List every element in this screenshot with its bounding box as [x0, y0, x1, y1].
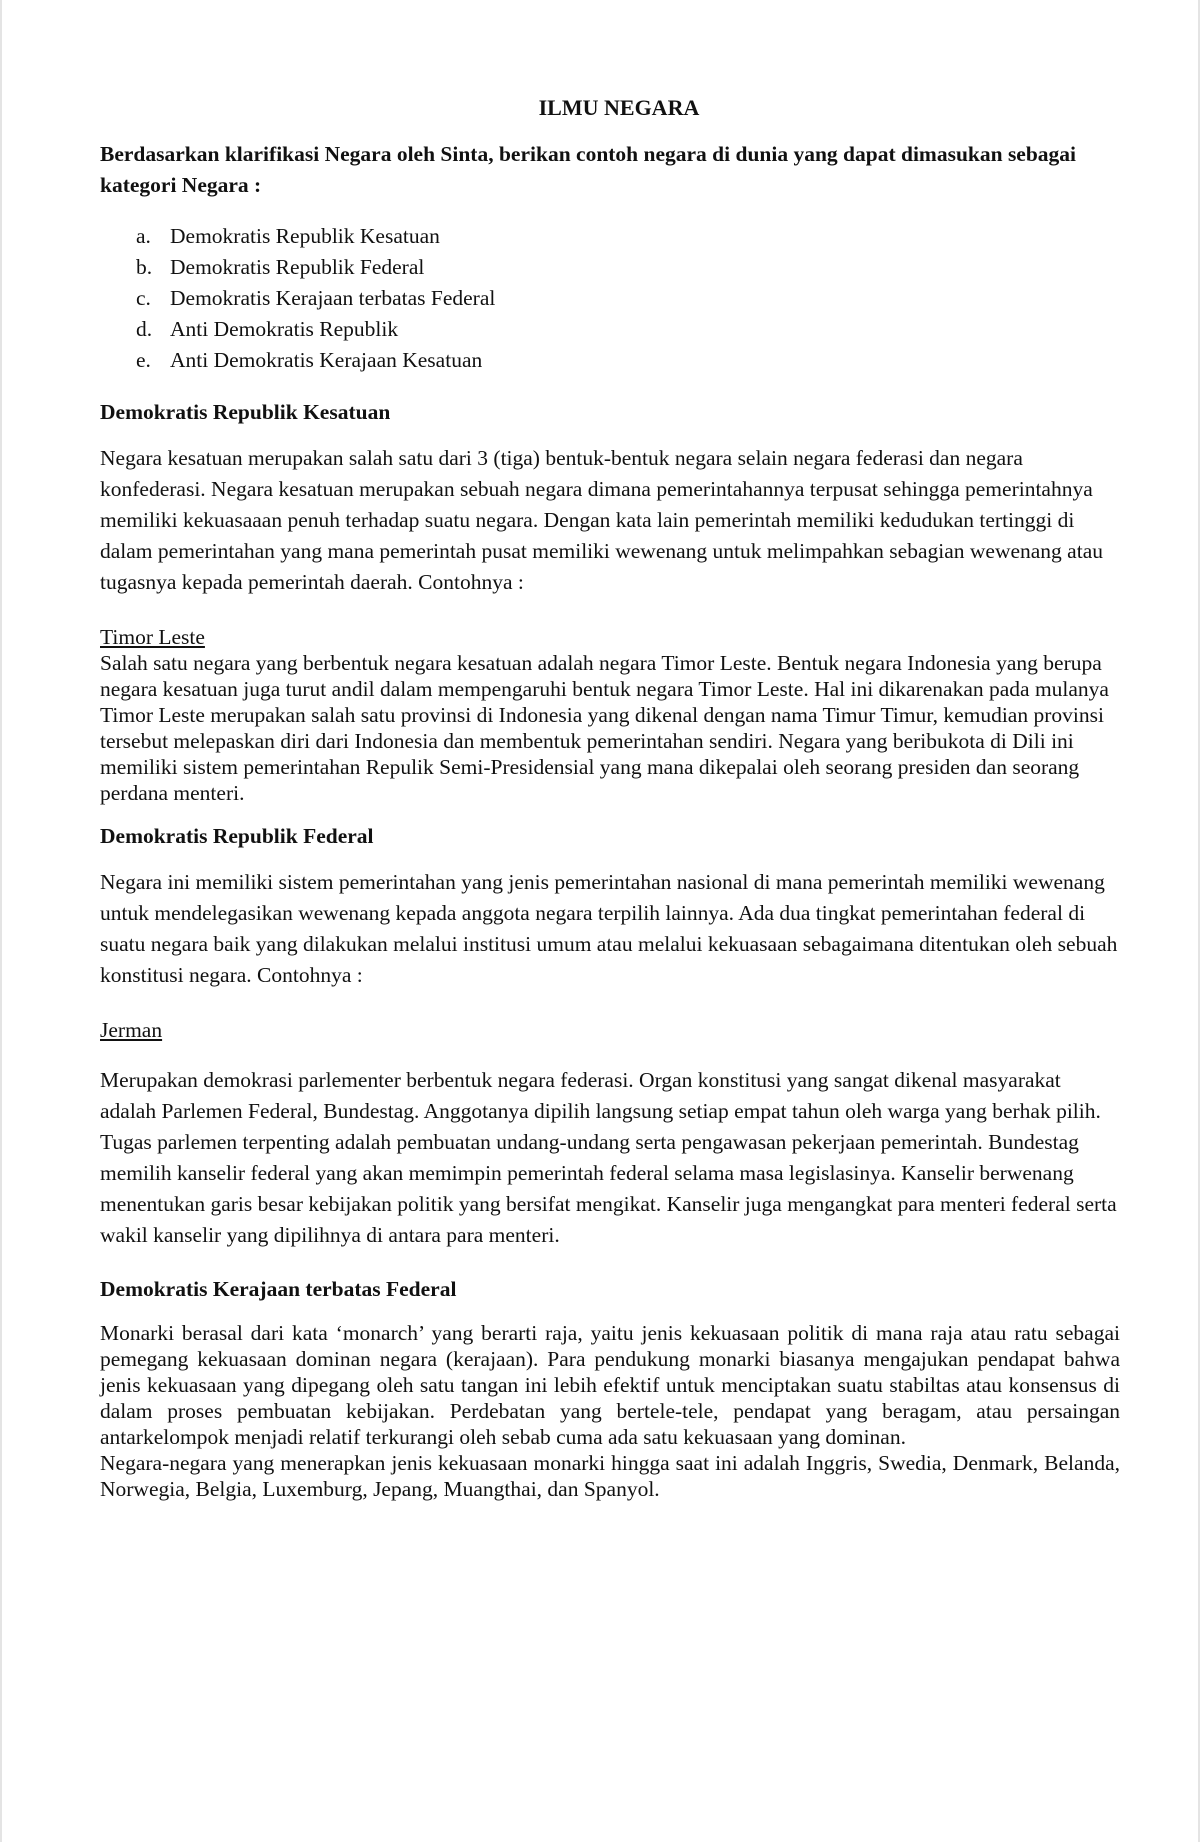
list-item-letter: e. — [136, 348, 151, 372]
list-item — [136, 345, 1120, 376]
example-text: Salah satu negara yang berbentuk negara kesatuan adalah negara Timor Leste. Bentuk negara Indonesia yang berupa negara kesatuan juga turut andil dalam mempengaruhi bentuk negara Timor Leste. Hal ini dikarenakan pada mulanya Timor Leste merupakan salah satu provinsi di Indonesia yang dikenal dengan nama Timur Timur, kemudian provinsi tersebut melepaskan diri dari Indonesia dan membentuk pemerintahan sendiri. Negara yang beribukota di Dili ini memiliki sistem pemerintahan Repulik Semi-Presidensial yang mana dikepalai oleh seorang presiden dan seorang perdana menteri. — [100, 651, 1109, 805]
category-list — [100, 221, 1120, 376]
section-paragraph: Monarki berasal dari kata ‘monarch’ yang berarti raja, yaitu jenis kekuasaan politik di mana raja atau ratu sebagai pemegang kekuasaan dominan negara (kerajaan). Para pendukung monarki biasanya mengajukan pendapat bahwa jenis kekuasaan yang dipegang oleh satu tangan ini lebih efektif untuk menciptakan suatu stabiltas atau konsensus di dalam proses pembuatan kebijakan. Perdebatan yang bertele-tele, pendapat yang beragam, atau persaingan antarkelompok menjadi relatif terkurangi oleh sebab cuma ada satu kekuasaan yang dominan. — [100, 1321, 1120, 1449]
document-content — [100, 95, 1120, 1520]
section-heading-kerajaan-terbatas-federal: Demokratis Kerajaan terbatas Federal — [100, 1277, 457, 1301]
list-item-letter: b. — [136, 255, 153, 279]
list-item — [136, 221, 1120, 252]
section-paragraph: Negara-negara yang menerapkan jenis kekuasaan monarki hingga saat ini adalah Inggris, Swedia, Denmark, Belanda, Norwegia, Belgia, Luxemburg, Jepang, Muangthai, dan Spanyol. — [100, 1451, 1120, 1501]
list-item — [136, 252, 1120, 283]
list-item-text: Anti Demokratis Kerajaan Kesatuan — [170, 348, 483, 372]
section-heading-republik-kesatuan: Demokratis Republik Kesatuan — [100, 400, 391, 424]
list-item-letter: d. — [136, 317, 153, 341]
section-paragraph: Negara kesatuan merupakan salah satu dari 3 (tiga) bentuk-bentuk negara selain negara federasi dan negara konfederasi. Negara kesatuan merupakan sebuah negara dimana pemerintahannya terpusat sehingga pemerintahnya memiliki kekuasaaan penuh terhadap suatu negara. Dengan kata lain pemerintah memiliki kedudukan tertinggi di dalam pemerintahan yang mana pemerintah pusat memiliki wewenang untuk melimpahkan sebagian wewenang atau tugasnya kepada pemerintah daerah. Contohnya : — [100, 446, 1103, 594]
list-item-text: Demokratis Republik Federal — [170, 255, 425, 279]
list-item-letter: a. — [136, 224, 151, 248]
section-paragraph: Negara ini memiliki sistem pemerintahan yang jenis pemerintahan nasional di mana pemerintah memiliki wewenang untuk mendelegasikan wewenang kepada anggota negara terpilih lainnya. Ada dua tingkat pemerintahan federal di suatu negara baik yang dilakukan melalui institusi umum atau melalui kekuasaan sebagaimana ditentukan oleh sebuah konstitusi negara. Contohnya : — [100, 870, 1118, 987]
list-item — [136, 283, 1120, 314]
example-label-timor-leste: Timor Leste — [100, 625, 205, 649]
document-title: ILMU NEGARA — [538, 95, 700, 120]
list-item-text: Demokratis Kerajaan terbatas Federal — [170, 286, 496, 310]
example-text: Merupakan demokrasi parlementer berbentuk negara federasi. Organ konstitusi yang sangat dikenal masyarakat adalah Parlemen Federal, Bundestag. Anggotanya dipilih langsung setiap empat tahun oleh warga yang berhak pilih. Tugas parlemen terpenting adalah pembuatan undang-undang serta pengawasan pekerjaan pemerintah. Bundestag memilih kanselir federal yang akan memimpin pemerintah federal selama masa legislasinya. Kanselir berwenang menentukan garis besar kebijakan politik yang bersifat mengikat. Kanselir juga mengangkat para menteri federal serta wakil kanselir yang dipilihnya di antara para menteri. — [100, 1068, 1117, 1247]
list-item-text: Demokratis Republik Kesatuan — [170, 224, 440, 248]
example-label-jerman: Jerman — [100, 1018, 163, 1042]
list-item — [136, 314, 1120, 345]
question-text: Berdasarkan klarifikasi Negara oleh Sinta, berikan contoh negara di dunia yang dapat dimasukan sebagai kategori Negara : — [100, 142, 1077, 197]
list-item-text: Anti Demokratis Republik — [170, 317, 399, 341]
section-heading-republik-federal: Demokratis Republik Federal — [100, 824, 374, 848]
list-item-letter: c. — [136, 286, 151, 310]
